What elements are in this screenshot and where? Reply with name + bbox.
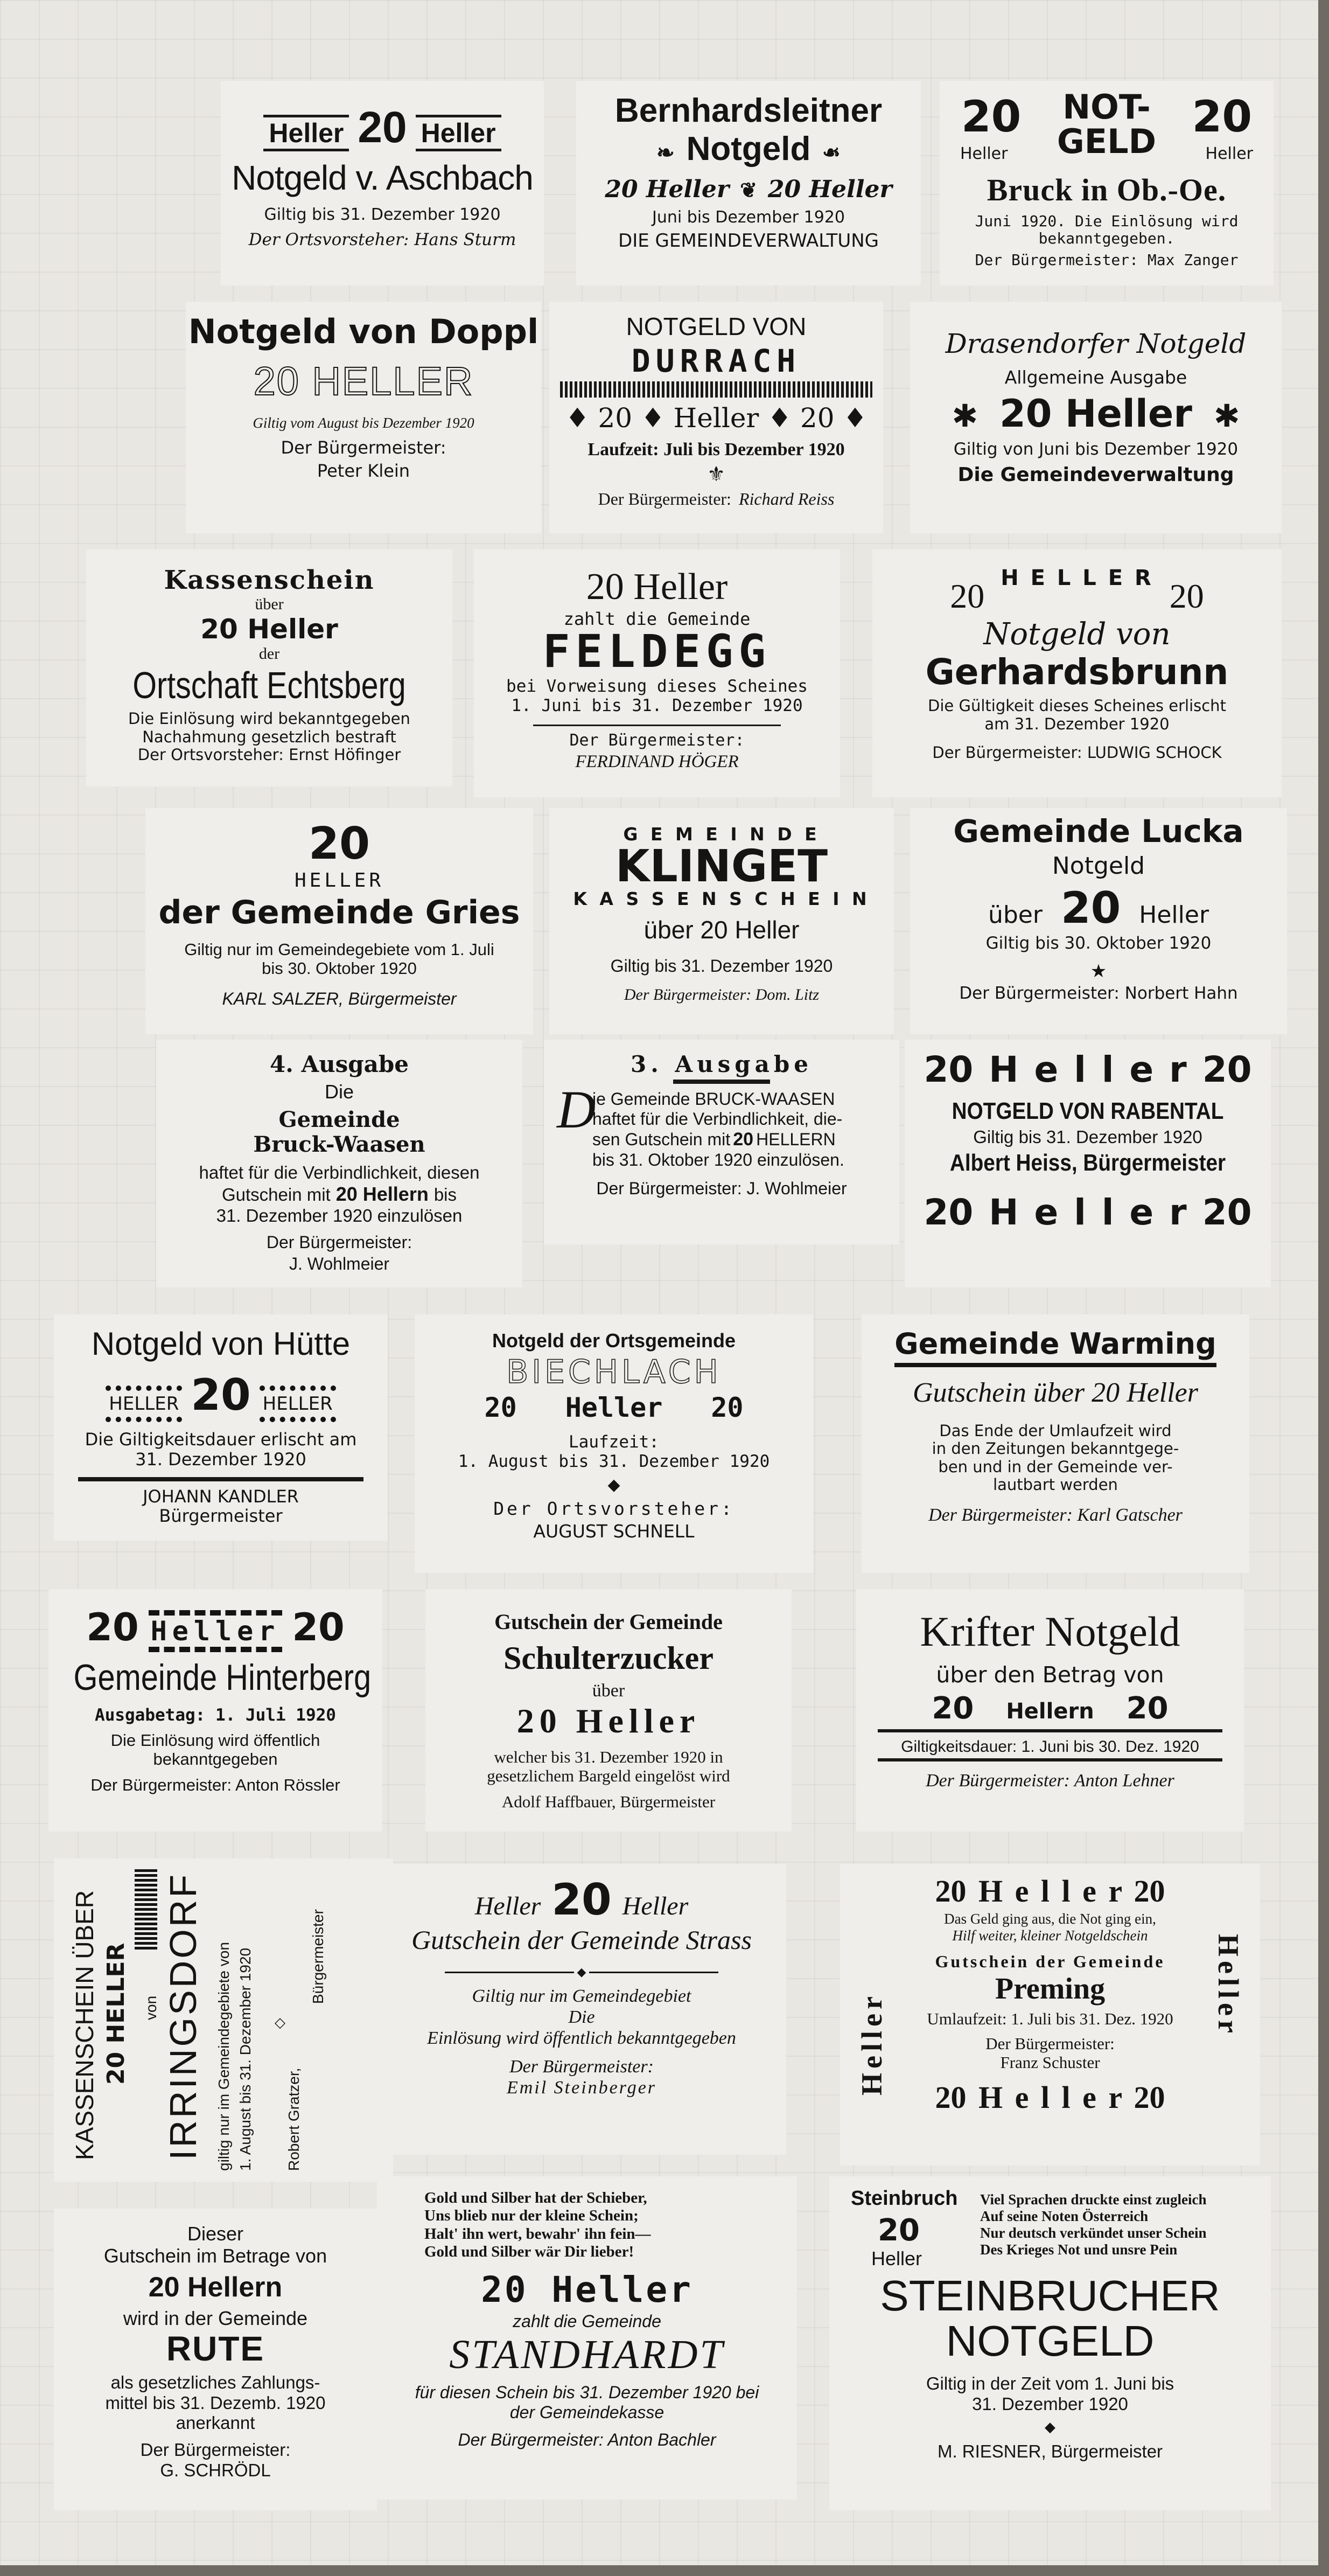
heller-label-right: Heller xyxy=(1205,144,1253,163)
line4-text: 1. Juni bis 31. Dezember 1920 xyxy=(511,695,803,715)
dotted-rule xyxy=(78,1477,363,1481)
text-line3: wird in der Gemeinde xyxy=(123,2307,308,2329)
note-bernhardsleitner xyxy=(576,81,921,286)
validity-line1: giltig nur im Gemeindegebiete von xyxy=(215,1942,232,2171)
note-rabental xyxy=(905,1040,1271,1287)
hellern-label: HELLERN xyxy=(756,1129,836,1149)
note-title: Notgeld von Doppl xyxy=(188,312,539,351)
value-number-left: 20 xyxy=(961,92,1022,142)
value-number: 20 xyxy=(733,1129,754,1150)
note-text-line2: bekanntgegeben. xyxy=(1038,229,1175,247)
text-line3a: sen Gutschein mit xyxy=(592,1129,731,1149)
note-text-line1: Das Ende der Umlaufzeit wird xyxy=(939,1421,1172,1440)
text-line2a: Gutschein mit xyxy=(221,1184,331,1205)
signer-name: AUGUST SCHNELL xyxy=(533,1521,695,1542)
verse-line2: Hilf weiter, kleiner Notgeldschein xyxy=(952,1927,1148,1944)
validity-text: Giltig bis 30. Oktober 1920 xyxy=(985,934,1212,953)
heller-label-left: Heller xyxy=(474,1892,541,1920)
note-title-line2: NOTGELD xyxy=(946,2317,1155,2365)
line3-text: bei Vorweisung dieses Scheines xyxy=(506,677,808,697)
mayor-label: Der Bürgermeister: xyxy=(509,2056,654,2077)
value-bottom: 20 H e l l e r 20 xyxy=(935,2079,1165,2115)
issuer-text: Die Gemeindeverwaltung xyxy=(957,464,1234,486)
note-echtsberg xyxy=(86,549,452,786)
note-text-line1: für diesen Schein bis 31. Dezember 1920 bei xyxy=(415,2383,759,2403)
mayor-name: Franz Schuster xyxy=(1000,2053,1100,2072)
value-number-left: 20 xyxy=(86,1605,139,1649)
value-number-right: 20 xyxy=(711,1392,744,1424)
note-title: Gutschein der Gemeinde Strass xyxy=(411,1925,752,1955)
note-bruck-waasen-4 xyxy=(156,1040,522,1287)
value-top: 20 H e l l e r 20 xyxy=(924,1049,1252,1090)
verse-line4: Gold und Silber wär Dir lieber! xyxy=(424,2243,634,2261)
text-line3: 31. Dezember 1920 einzulösen xyxy=(216,1205,463,1226)
text-line4: bis 31. Oktober 1920 einzulösen. xyxy=(592,1150,844,1169)
signer-name: JOHANN KANDLER xyxy=(143,1486,299,1507)
note-title: Bruck-Waasen xyxy=(253,1131,425,1157)
note-krifter xyxy=(856,1589,1244,1832)
value-bottom: 20 H e l l e r 20 xyxy=(924,1192,1252,1234)
striped-bar-top xyxy=(135,1869,157,1950)
value-number-right: 20 xyxy=(1192,92,1252,142)
ortsvorsteher-label: Der Ortsvorsteher: xyxy=(493,1498,735,1520)
signer-text: Der Bürgermeister: J. Wohlmeier xyxy=(596,1178,847,1198)
heller-label-left: Heller xyxy=(960,144,1008,163)
note-standhardt xyxy=(377,2176,797,2500)
value-text: 20 Hellern xyxy=(335,1182,429,1205)
note-title-line1: Bernhardsleitner xyxy=(614,92,883,129)
signer-text: Albert Heiss, Bürgermeister xyxy=(949,1150,1226,1176)
note-title: NOTGELD VON RABENTAL xyxy=(952,1097,1224,1124)
issue-text: Allgemeine Ausgabe xyxy=(1004,366,1187,388)
note-text-line2: der Gemeindekasse xyxy=(509,2403,665,2422)
note-irringsdorf xyxy=(54,1858,393,2182)
heller-label: Heller xyxy=(565,1392,663,1424)
notgeld-label: Notgeld xyxy=(1052,852,1145,880)
note-text-line1: Die Gültigkeit dieses Scheines erlischt xyxy=(928,697,1226,715)
note-title: BIECHLACH xyxy=(506,1353,722,1391)
diamond-icon: ◆ xyxy=(577,1965,586,1979)
note-text-line1: welcher bis 31. Dezember 1920 in xyxy=(494,1747,723,1766)
note-title: Notgeld von Hütte xyxy=(91,1326,351,1362)
heller-label-right: Heller xyxy=(416,115,501,151)
note-drasendorf xyxy=(910,302,1282,533)
hellern-label: Hellern xyxy=(1006,1698,1094,1724)
mayor-name: Peter Klein xyxy=(317,461,410,482)
note-bruck xyxy=(940,81,1274,286)
signer-text: Der Bürgermeister: Norbert Hahn xyxy=(959,984,1238,1004)
note-klinget xyxy=(549,808,894,1034)
issuer-text: DIE GEMEINDEVERWALTUNG xyxy=(618,229,879,252)
mayor-label: Der Bürgermeister: xyxy=(985,2034,1115,2053)
note-strass xyxy=(377,1864,786,2155)
note-steinbruch xyxy=(829,2176,1271,2510)
value-number: 20 xyxy=(308,818,370,869)
value-right: 20 Heller xyxy=(767,176,892,204)
validity-text: Giltig von Juni bis Dezember 1920 xyxy=(953,440,1239,459)
note-title: Gerhardsbrunn xyxy=(925,651,1229,693)
note-hinterberg xyxy=(48,1589,382,1832)
note-text-line2: Nachahmung gesetzlich bestraft xyxy=(142,727,396,746)
note-warming xyxy=(862,1314,1249,1573)
note-title-line2: Notgeld xyxy=(686,130,811,168)
heller-label: Heller xyxy=(871,2247,922,2269)
signer-text: M. RIESNER, Bürgermeister xyxy=(937,2441,1163,2461)
note-title: Krifter Notgeld xyxy=(920,1608,1180,1655)
note-bruck-waasen-3 xyxy=(544,1040,899,1244)
rule-bottom xyxy=(878,1758,1222,1762)
text-line2c: bis xyxy=(433,1184,457,1205)
validity-text: Giltigkeitsdauer: 1. Juni bis 30. Dez. 1920 xyxy=(901,1737,1199,1756)
validity-line2: 1. August bis 31. Dezember 1920 xyxy=(237,1947,254,2171)
value-text: über 20 Heller xyxy=(643,915,800,944)
signer-text: Der Bürgermeister: Anton Lehner xyxy=(926,1771,1174,1791)
divider-rule xyxy=(533,725,781,726)
verse-line3: Nur deutsch verkündet unser Schein xyxy=(980,2225,1207,2241)
note-biechlach xyxy=(415,1314,813,1573)
term-text: Laufzeit: Juli bis Dezember 1920 xyxy=(587,440,845,460)
value-number-right: 20 xyxy=(1169,577,1204,615)
kassenschein-label: KASSENSCHEIN ÜBER xyxy=(71,1890,99,2160)
validity-line2: 31. Dezember 1920 xyxy=(972,2393,1128,2414)
value-text: 20 Heller xyxy=(200,613,338,645)
mayor-label: Der Bürgermeister: xyxy=(569,730,745,750)
note-title-line1: Notgeld von xyxy=(983,617,1171,652)
heller-side-left: Heller xyxy=(856,1992,888,2095)
signer-text: Der Bürgermeister: Anton Rössler xyxy=(90,1776,340,1795)
note-text-line1: Giltig nur im Gemeindegebiete vom 1. Juli xyxy=(184,939,494,959)
die-label: Die xyxy=(324,1081,354,1103)
signer-text: Der Ortsvorsteher: Ernst Höfinger xyxy=(137,745,401,764)
value-number-left: 20 xyxy=(950,577,985,615)
notgeld-label-line2: GELD xyxy=(1057,122,1157,161)
note-title: Ortschaft Echtsberg xyxy=(132,664,406,706)
note-title: Drasendorfer Notgeld xyxy=(945,328,1247,359)
note-durrach xyxy=(549,302,883,533)
note-title: der Gemeinde Gries xyxy=(158,893,520,931)
note-text-line1: Die Einlösung wird bekanntgegeben xyxy=(128,709,410,728)
note-title: Notgeld v. Aschbach xyxy=(232,158,533,197)
verse-line1: Das Geld ging aus, die Not ging ein, xyxy=(944,1910,1156,1927)
value-number: 20 xyxy=(878,2213,920,2248)
term-text: 1. August bis 31. Dezember 1920 xyxy=(458,1452,770,1472)
note-title: Schulterzucker xyxy=(503,1640,714,1676)
note-text-line2: bis 30. Oktober 1920 xyxy=(262,959,417,978)
note-gerhardsbrunn xyxy=(872,549,1282,797)
value-text: 20 Heller xyxy=(999,392,1192,436)
signer-text: Adolf Haffbauer, Bürgermeister xyxy=(501,1792,716,1811)
verse-line1: Gold und Silber hat der Schieber, xyxy=(424,2189,647,2206)
validity-text: Giltig bis 31. Dezember 1920 xyxy=(610,956,833,976)
kassenschein-label: Kassenschein xyxy=(164,565,375,595)
value-number: 20 xyxy=(551,1875,612,1925)
ornament-right-icon: ❧ xyxy=(822,141,841,165)
heller-label: HELLER xyxy=(294,869,384,892)
note-title-line1: NOTGELD VON xyxy=(626,312,807,340)
note-title: STANDHARDT xyxy=(449,2332,725,2378)
signer-title: Bürgermeister xyxy=(310,1909,326,2004)
validity-line2: Die xyxy=(568,2007,595,2027)
mayor-name: J. Wohlmeier xyxy=(289,1254,390,1274)
validity-text: Giltig bis 31. Dezember 1920 xyxy=(264,205,501,224)
verse-line4: Des Krieges Not und unsre Pein xyxy=(980,2241,1178,2258)
value-number: 20 xyxy=(191,1370,251,1420)
value-number-left: 20 xyxy=(932,1690,974,1726)
line2-text: über den Betrag von xyxy=(936,1661,1164,1688)
value-text: 20 Hellern xyxy=(148,2271,283,2303)
note-text-line2: bekanntgegeben xyxy=(153,1750,278,1769)
value-text: 20 HELLER xyxy=(253,359,474,404)
fleur-de-lis-icon: ⚜ xyxy=(707,463,726,486)
signer-text: Der Bürgermeister: Dom. Litz xyxy=(624,985,820,1004)
note-title-line1: Notgeld der Ortsgemeinde xyxy=(492,1329,736,1352)
value-number: 20 xyxy=(1060,883,1121,934)
note-text-line2: in den Zeitungen bekanntgege- xyxy=(932,1439,1179,1458)
ornament-center-icon: ❦ xyxy=(740,179,757,203)
rule-top xyxy=(878,1729,1222,1732)
value-number-left: 20 xyxy=(484,1392,517,1424)
verse-line2: Auf seine Noten Österreich xyxy=(980,2208,1149,2225)
von-label: von xyxy=(143,1995,159,2020)
note-text-line4: lautbart werden xyxy=(993,1475,1118,1494)
value-number-right: 20 xyxy=(1126,1690,1169,1726)
validity-line1: Giltig nur im Gemeindegebiet xyxy=(472,1986,691,2006)
verse-line2: Uns blieb nur der kleine Schein; xyxy=(424,2207,639,2225)
edition-label: 3. Ausgabe xyxy=(631,1051,813,1077)
note-title: IRRINGSDORF xyxy=(162,1872,204,2160)
heller-label-right: Heller xyxy=(622,1892,689,1920)
signer-text: Der Bürgermeister: Karl Gatscher xyxy=(928,1505,1183,1526)
heller-label: Heller xyxy=(1139,901,1209,929)
heller-label-left: Heller xyxy=(263,115,349,151)
validity-text: Giltig vom August bis Dezember 1920 xyxy=(253,415,474,431)
note-text-line2: gesetzlichem Bargeld eingelöst wird xyxy=(487,1766,730,1786)
note-title: Gemeinde Warming xyxy=(894,1327,1216,1367)
heller-side-right: Heller xyxy=(1212,1934,1244,2037)
note-rute xyxy=(54,2209,377,2510)
ueber-label: über xyxy=(255,595,284,614)
gemeinde-label: G E M E I N D E xyxy=(623,824,820,845)
diamond-icon: ◆ xyxy=(1045,2419,1055,2435)
issued-text: Ausgabetag: 1. Juli 1920 xyxy=(95,1705,336,1725)
value-number-right: 20 xyxy=(292,1605,345,1649)
star-right-icon: ✱ xyxy=(1213,398,1240,435)
note-gries xyxy=(145,808,533,1034)
diamond-icon: ◆ xyxy=(607,1475,620,1494)
note-huette xyxy=(54,1314,388,1541)
ueber-label: über xyxy=(988,901,1043,929)
note-title: RUTE xyxy=(166,2329,265,2368)
mayor-label: Der Bürgermeister: xyxy=(281,437,446,458)
text-line2: haftet für die Verbindlichkeit, die- xyxy=(592,1109,843,1129)
text-line5: mittel bis 31. Dezemb. 1920 xyxy=(105,2392,326,2413)
validity-line1: Giltig in der Zeit vom 1. Juni bis xyxy=(926,2373,1174,2393)
star-icon: ★ xyxy=(1090,960,1107,982)
note-title: Preming xyxy=(995,1972,1106,2006)
striped-rule xyxy=(560,381,872,398)
mayor-label: Der Bürgermeister: xyxy=(140,2440,291,2460)
note-title: Bruck in Ob.-Oe. xyxy=(987,172,1227,207)
term-label: Laufzeit: xyxy=(569,1432,659,1452)
signer-text: KARL SALZER, Bürgermeister xyxy=(222,988,457,1008)
value-left: 20 Heller xyxy=(605,176,730,204)
signer-text: Der Bürgermeister: Anton Bachler xyxy=(458,2430,716,2450)
mayor-name: FERDINAND HÖGER xyxy=(575,752,739,772)
note-text-line1: Juni 1920. Die Einlösung wird xyxy=(975,212,1239,230)
notgeld-label-line1: NOT- xyxy=(1062,87,1151,127)
value-top: 20 H e l l e r 20 xyxy=(935,1874,1165,1909)
text-line1: haftet für die Verbindlichkeit, diesen xyxy=(199,1162,480,1182)
dotted-rule xyxy=(673,1080,770,1084)
kassenschein-label: K A S S E N S C H E I N xyxy=(573,888,870,909)
validity-text: Juni bis Dezember 1920 xyxy=(652,208,845,227)
text-line1: Dieser xyxy=(187,2223,244,2245)
ornament-left-icon: ❧ xyxy=(656,141,675,165)
note-text-line2: 31. Dezember 1920 xyxy=(135,1449,306,1470)
signer-text: Der Bürgermeister: LUDWIG SCHOCK xyxy=(932,743,1222,762)
note-title-line1: STEINBRUCHER xyxy=(880,2272,1220,2320)
value-text: 20 Heller xyxy=(586,566,728,608)
drop-cap: D xyxy=(557,1080,596,1140)
note-title-line1: Gutschein der Gemeinde xyxy=(494,1610,723,1634)
ueber-label: über xyxy=(592,1681,625,1701)
note-title: Gemeinde Lucka xyxy=(953,813,1244,850)
value-text: 20 Heller xyxy=(481,2269,693,2311)
edition-label: 4. Ausgabe xyxy=(270,1051,409,1077)
note-doppl xyxy=(186,302,541,533)
place-label: Steinbruch xyxy=(851,2187,958,2210)
verse-line1: Viel Sprachen druckte einst zugleich xyxy=(980,2191,1207,2208)
mayor-label: Der Bürgermeister: xyxy=(266,1232,412,1252)
gemeinde-label: Gemeinde xyxy=(278,1106,400,1132)
star-left-icon: ✱ xyxy=(952,398,978,435)
mayor-name: Emil Steinberger xyxy=(506,2077,657,2098)
validity-text: Giltig bis 31. Dezember 1920 xyxy=(973,1127,1202,1147)
signer-name: Robert Gratzer, xyxy=(285,2067,302,2171)
note-title: KLINGET xyxy=(615,840,828,892)
note-aschbach xyxy=(221,81,544,286)
note-lucka xyxy=(910,808,1287,1034)
verse-line3: Halt' ihn wert, bewahr' ihn fein— xyxy=(424,2225,651,2243)
value-text: Gutschein über 20 Heller xyxy=(912,1377,1198,1409)
note-text-line1: Die Einlösung wird öffentlich xyxy=(110,1730,320,1750)
text-line6: anerkannt xyxy=(176,2413,255,2433)
heller-label: Heller xyxy=(149,1610,283,1652)
note-title: FELDEGG xyxy=(542,625,771,678)
heller-label: H E L L E R xyxy=(1001,566,1153,590)
note-title: Gemeinde Hinterberg xyxy=(73,1657,372,1698)
text-line4: als gesetzliches Zahlungs- xyxy=(110,2372,320,2392)
text-line1: ie Gemeinde BRUCK-WAASEN xyxy=(592,1089,835,1109)
value-text: ♦ 20 ♦ Heller ♦ 20 ♦ xyxy=(565,402,868,434)
heller-label-left: HELLER xyxy=(106,1386,182,1422)
validity-line3: Einlösung wird öffentlich bekanntgegeben xyxy=(427,2028,736,2048)
diamond-icon: ◇ xyxy=(275,2015,285,2031)
signer-label: Der Bürgermeister: xyxy=(598,489,731,509)
signer-text: Der Ortsvorsteher: Hans Sturm xyxy=(248,230,516,250)
rule-right xyxy=(589,1972,718,1973)
note-title-line1: Gutschein der Gemeinde xyxy=(935,1951,1165,1971)
rule-left xyxy=(445,1972,574,1973)
note-text-line3: ben und in der Gemeinde ver- xyxy=(938,1457,1173,1476)
note-text-line2: am 31. Dezember 1920 xyxy=(984,714,1170,733)
note-text-line1: Die Giltigkeitsdauer erlischt am xyxy=(85,1429,357,1450)
mayor-name: G. SCHRÖDL xyxy=(160,2460,271,2481)
term-text: Umlaufzeit: 1. Juli bis 31. Dez. 1920 xyxy=(927,2009,1173,2028)
note-title: DURRACH xyxy=(631,342,801,379)
value-text: 20 HELLER xyxy=(102,1943,130,2085)
note-preming xyxy=(840,1864,1260,2166)
der-label: der xyxy=(258,645,280,663)
value-text: 20 Heller xyxy=(516,1702,701,1740)
line2-text: zahlt die Gemeinde xyxy=(563,608,751,629)
value-number: 20 xyxy=(358,103,407,152)
note-schulterzucker xyxy=(425,1589,792,1832)
heller-label-right: HELLER xyxy=(260,1386,336,1422)
signer-title: Bürgermeister xyxy=(159,1506,283,1527)
text-line2: Gutschein im Betrage von xyxy=(103,2245,327,2267)
signer-name: Richard Reiss xyxy=(738,489,835,509)
line2-text: zahlt die Gemeinde xyxy=(513,2312,661,2331)
signer-text: Der Bürgermeister: Max Zanger xyxy=(975,251,1239,269)
note-feldegg xyxy=(474,549,840,797)
